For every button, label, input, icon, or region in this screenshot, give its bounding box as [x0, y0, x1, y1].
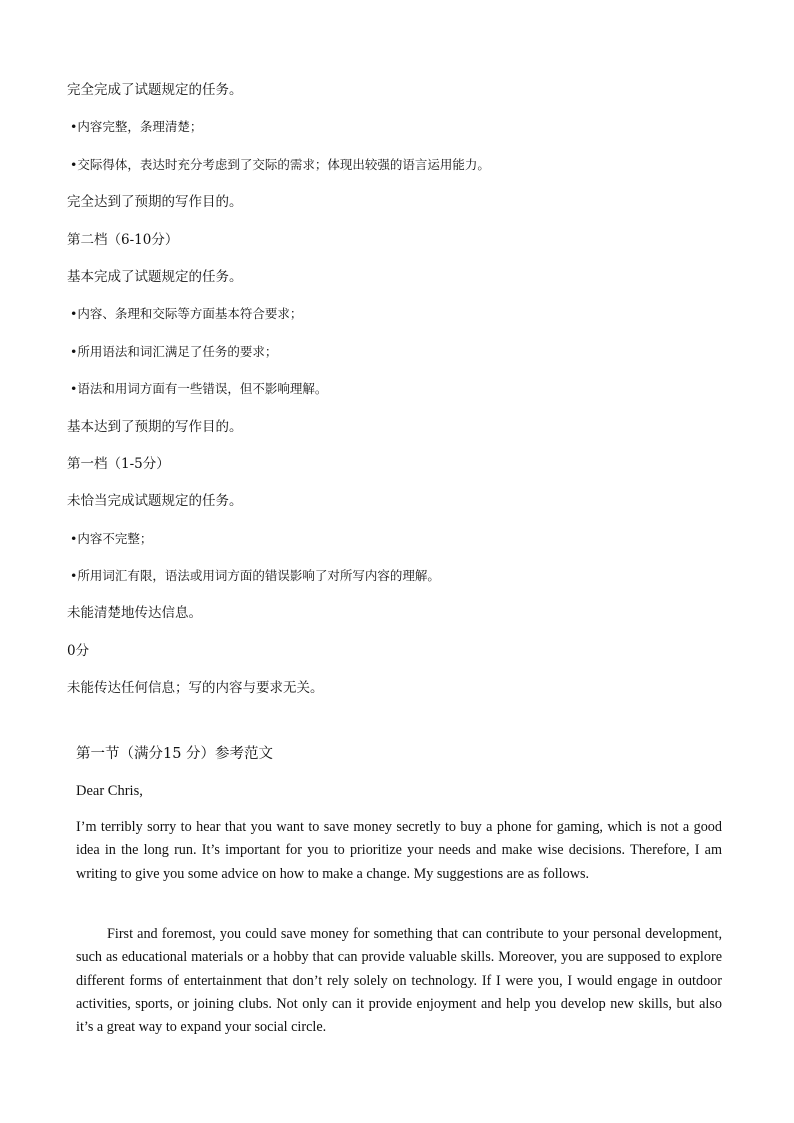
tier0-heading: 0分 [67, 643, 90, 659]
tier0-summary: 未能传达任何信息；写的内容与要求无关。 [67, 680, 324, 696]
essay-section-title: 第一节（满分15 分）参考范文 [76, 746, 274, 762]
essay-salutation: Dear Chris, [76, 783, 143, 799]
tier1-summary-2: 未能清楚地传达信息。 [67, 605, 202, 621]
tier3-summary-1: 完全完成了试题规定的任务。 [67, 82, 243, 98]
tier2-summary-1: 基本完成了试题规定的任务。 [67, 269, 243, 285]
essay-paragraph-1: I’m terribly sorry to hear that you want to save money secretly to buy a phone for gaming, which is not a good idea in the long run. It’s important for you to prioritize your needs and make wise decisions. Therefore, I am writing to give you some advice on how to make a change. My suggestions are as follows. [76, 819, 722, 882]
tier1-point-2: •所用词汇有限，语法或用词方面的错误影响了对所写内容的理解。 [70, 568, 440, 583]
essay-paragraph-2: First and foremost, you could save money for something that can contribute to your personal development, such as educational materials or a hobby that can provide valuable skills. Moreover, you are supposed to explore different forms of entertainment that don’t rely solely on technology. If I were you, I would engage in outdoor activities, sports, or joining clubs. Not only can it provide enjoyment and help you develop new skills, but also it’s a great way to expand your social circle. [76, 926, 722, 1036]
tier3-point-2: •交际得体，表达时充分考虑到了交际的需求；体现出较强的语言运用能力。 [70, 157, 490, 172]
tier3-summary-2: 完全达到了预期的写作目的。 [67, 194, 243, 210]
tier2-point-1: •内容、条理和交际等方面基本符合要求； [70, 306, 303, 321]
tier2-summary-2: 基本达到了预期的写作目的。 [67, 419, 243, 435]
tier1-summary-1: 未恰当完成试题规定的任务。 [67, 493, 243, 509]
tier2-heading: 第二档（6-10分） [67, 232, 179, 248]
tier2-point-2: •所用语法和词汇满足了任务的要求； [70, 344, 278, 359]
tier3-point-1: •内容完整，条理清楚； [70, 119, 203, 134]
tier1-heading: 第一档（1-5分） [67, 456, 170, 472]
tier1-point-1: •内容不完整； [70, 531, 153, 546]
tier2-point-3: •语法和用词方面有一些错误，但不影响理解。 [70, 381, 328, 396]
